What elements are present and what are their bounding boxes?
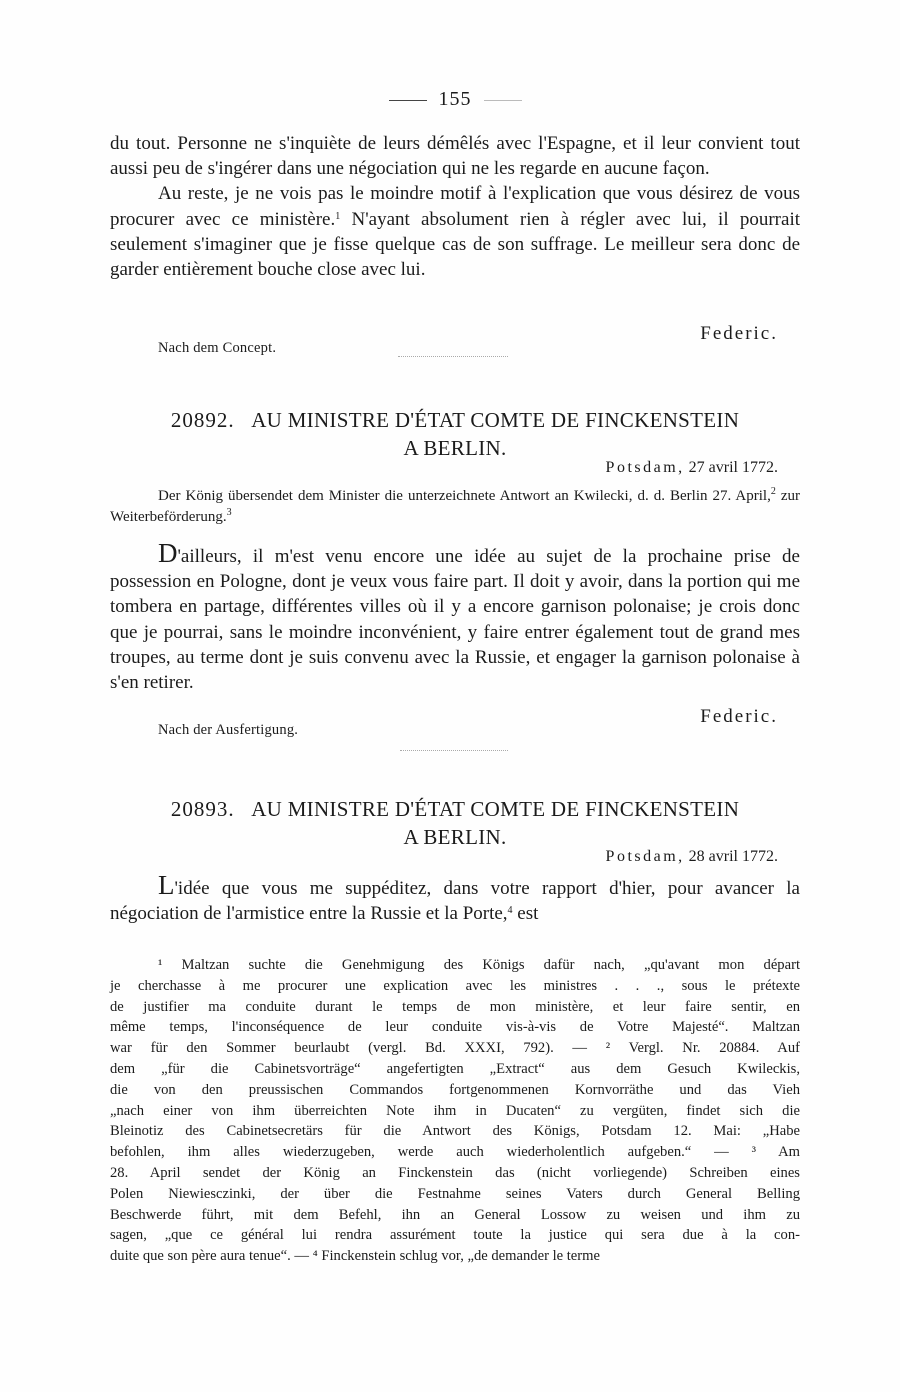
next-letter-dateline	[606, 848, 778, 866]
footnote-line: die von den preussischen Commandos fortgenommenen Kornvorräthe und das Vieh	[110, 1081, 800, 1098]
next-letter-body-text-a: 'idée que vous me suppéditez, dans votre rapport d'hier, pour avancer la négociation de l'armistice entre la Russie et la Porte,	[110, 878, 800, 925]
next-letter-initial: L	[158, 870, 175, 900]
letter-divider	[400, 750, 508, 751]
footnote-line: sagen, „que ce général lui rendra assurément toute la justice qui sera due à la con-	[110, 1227, 800, 1244]
footnote-ref-3: 3	[226, 507, 232, 518]
page-header	[110, 88, 800, 111]
letter-date: 27 avril 1772.	[688, 459, 778, 476]
footnote-line: Beschwerde führt, mit dem Befehl, ihn an General Lossow zu weisen und ihm zu	[110, 1206, 800, 1223]
next-letter-heading-line-1	[110, 795, 800, 823]
footnotes	[110, 955, 800, 1267]
continuation-paragraph-2-text-a: Au reste, je ne vois pas le moindre motif à l'explication que vous désirez de vous procurer avec ce ministère.	[110, 183, 800, 230]
letter-body-paragraph	[110, 540, 800, 695]
next-letter-body-paragraph	[110, 872, 800, 926]
footnote-ref-1: 1	[335, 210, 341, 222]
letter-heading	[110, 406, 800, 462]
footnote-ref-2: 2	[770, 486, 776, 497]
section-divider	[398, 356, 508, 357]
letter-heading-line-2: A BERLIN.	[403, 436, 507, 460]
header-dash-left	[389, 100, 427, 101]
letter-body-text: 'ailleurs, il m'est venu encore une idée au sujet de la prochaine prise de possession en Pologne, dont je veux vous faire part. Il doit y avoir, dans la portion qui me tombera en partage, différentes villes où il y a encore garnison polonaise; je crois donc que je pourrai, sans le moindre inconvénient, y faire entrer également tout de grand mes troupes, au terme dont je suis convenu avec la Russie, et engager la garnison polonaise à s'en retirer.	[110, 546, 800, 694]
letter-initial: D	[158, 538, 178, 568]
letter-summary	[110, 486, 800, 528]
header-dash-right	[484, 100, 522, 101]
letter-place: Potsdam,	[605, 459, 685, 476]
footnote-line: Polen Niewiesczinki, der über die Festnahme seines Vaters durch General Belling	[110, 1185, 800, 1202]
next-letter-heading-line-2: A BERLIN.	[403, 825, 507, 849]
footnote-line: „nach einer von ihm überreichten Note ihm in Ducaten“ zu vergüten, findet sich die	[110, 1102, 800, 1119]
footnote-ref-4: 4	[507, 905, 513, 917]
next-letter-heading	[110, 795, 800, 851]
next-letter-body-text-b: est	[512, 903, 539, 925]
footnote-line: duite que son père aura tenue“. — ⁴ Finckenstein schlug vor, „de demander le terme	[110, 1248, 600, 1265]
next-letter-addressee: AU MINISTRE D'ÉTAT COMTE DE FINCKENSTEIN	[251, 797, 740, 821]
footnote-line: de justifier ma conduite durant le temps de mon ministère, et leur faire sentir, en	[110, 998, 800, 1015]
continuation-paragraph-1: du tout. Personne ne s'inquiète de leurs démêlés avec l'Espagne, et il leur convient tout aussi peu de s'ingérer dans une négociation qui ne les regarde en aucune façon.	[110, 133, 800, 180]
letter-source-note: Nach der Ausfertigung.	[158, 722, 299, 738]
next-letter-number: 20893.	[170, 797, 235, 821]
continuation-text	[110, 131, 800, 282]
letter-number: 20892.	[170, 408, 235, 432]
footnote-line: 28. April sendet der König an Finckenstein das (nicht vorliegende) Schreiben eines	[110, 1164, 800, 1181]
letter-dateline	[606, 459, 778, 477]
continuation-paragraph-2-text-b: N'ayant absolument rien à régler avec lui, il pourrait seulement s'imaginer que je fisse quelque cas de son suffrage. Le meilleur sera donc de garder entièrement bouche close avec lui.	[110, 208, 800, 281]
footnote-line: même temps, l'inconséquence de leur conduite vis-à-vis de Votre Majesté“. Maltzan	[110, 1019, 800, 1036]
next-letter-place: Potsdam,	[605, 848, 685, 865]
continuation-paragraph-2	[110, 181, 800, 282]
signature: Federic.	[700, 323, 778, 344]
footnote-line: war für den Sommer beurlaubt (vergl. Bd. XXXI, 792). — ² Vergl. Nr. 20884. Auf	[110, 1040, 800, 1057]
source-note: Nach dem Concept.	[158, 340, 277, 356]
letter-summary-text-a: Der König übersendet dem Minister die unterzeichnete Antwort an Kwilecki, d. d. Berlin 27. April,	[158, 488, 771, 504]
footnote-line: befohlen, ihm alles wiederzugeben, werde auch wiederholentlich aufgeben.“ — ³ Am	[110, 1144, 800, 1161]
letter-signature: Federic.	[700, 706, 778, 727]
footnote-line: Bleinotiz des Cabinetsecretärs für die Antwort des Königs, Potsdam 12. Mai: „Habe	[110, 1123, 800, 1140]
next-letter-body	[110, 872, 800, 926]
footnote-line: dem „für die Cabinetsvorträge“ angefertigten „Extract“ aus dem Gesuch Kwileckis,	[110, 1060, 800, 1077]
footnote-line: ¹ Maltzan suchte die Genehmigung des Königs dafür nach, „qu'avant mon départ	[158, 957, 800, 973]
letter-heading-line-1	[110, 406, 800, 434]
footnote-line: je cherchasse à me procurer une explication avec les ministres . . ., sous le prétexte	[110, 977, 800, 994]
page-number: 155	[438, 88, 472, 110]
letter-addressee: AU MINISTRE D'ÉTAT COMTE DE FINCKENSTEIN	[251, 408, 740, 432]
letter-body	[110, 540, 800, 695]
letter-summary-text-b: zur Weiterbeförderung.	[110, 488, 800, 525]
next-letter-date: 28 avril 1772.	[688, 848, 778, 865]
document-page	[110, 0, 800, 1392]
